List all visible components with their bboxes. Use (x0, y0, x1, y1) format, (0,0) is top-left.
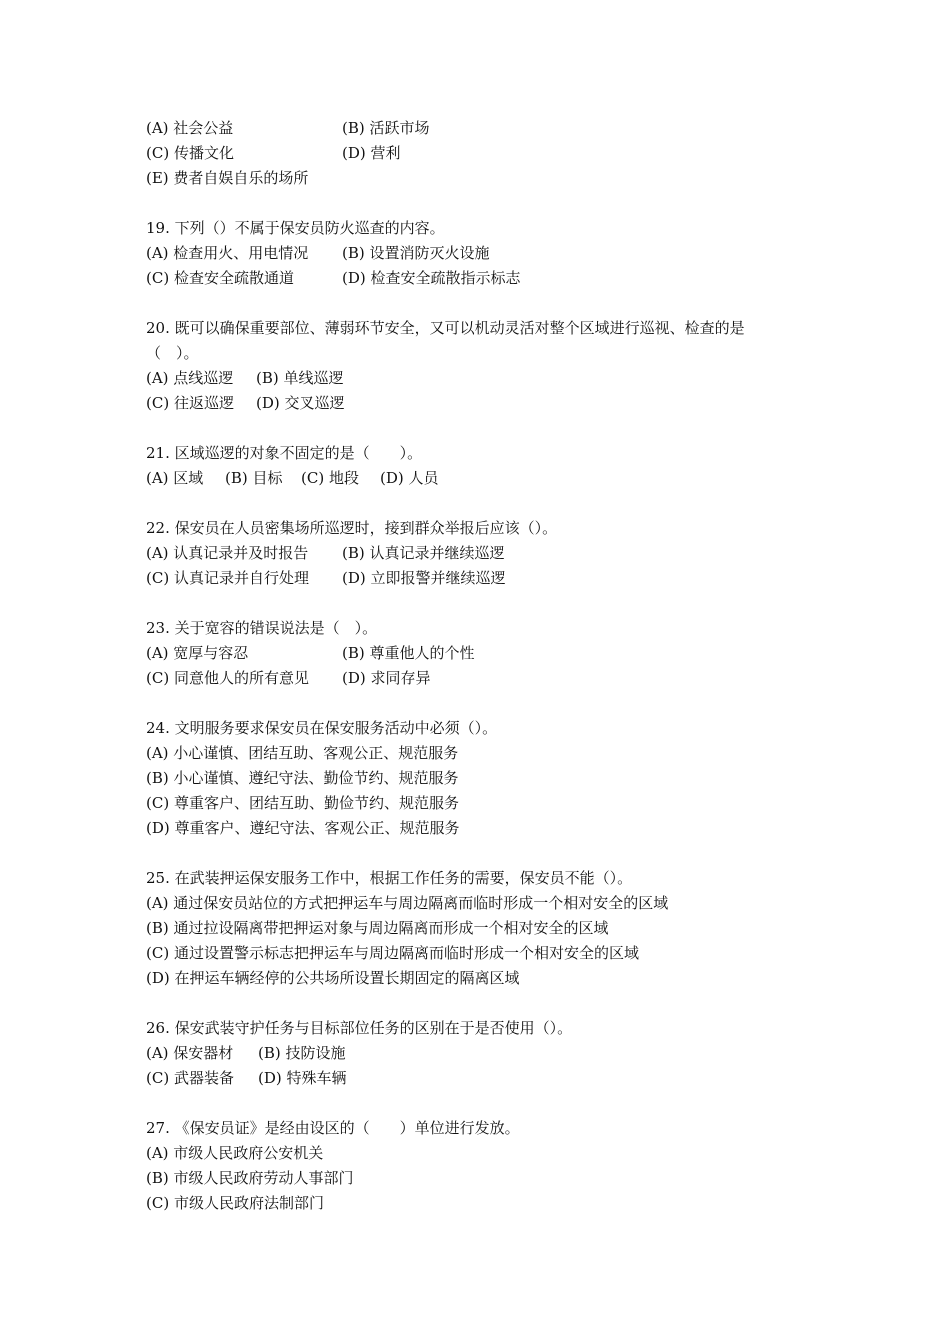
option-b: (B) 单线巡逻 (256, 369, 344, 387)
option-b: (B) 认真记录并继续巡逻 (342, 544, 505, 562)
option-c: (C) 市级人民政府法制部门 (146, 1194, 324, 1212)
option-a: (A) 认真记录并及时报告 (146, 544, 309, 562)
question-27-text: 27. 《保安员证》是经由设区的（ ）单位进行发放。 (146, 1119, 520, 1137)
option-a: (A) 社会公益 (146, 119, 234, 137)
option-row (146, 641, 826, 666)
option-row (146, 391, 826, 416)
option-a: (A) 小心谨慎、团结互助、客观公正、规范服务 (146, 744, 459, 762)
option-d: (D) 立即报警并继续巡逻 (342, 569, 506, 587)
question-26-text: 26. 保安武装守护任务与目标部位任务的区别在于是否使用（）。 (146, 1019, 573, 1037)
option-c: (C) 地段 (301, 469, 359, 487)
option-c: (C) 认真记录并自行处理 (146, 569, 309, 587)
question-19-text: 19. 下列（）不属于保安员防火巡查的内容。 (146, 219, 445, 237)
option-row (146, 266, 826, 291)
option-row (146, 366, 826, 391)
question-23-text: 23. 关于宽容的错误说法是（ ）。 (146, 619, 378, 637)
option-c: (C) 传播文化 (146, 144, 234, 162)
option-d: (D) 营利 (342, 144, 401, 162)
option-row (146, 116, 826, 141)
option-b: (B) 尊重他人的个性 (342, 644, 475, 662)
option-row (146, 466, 826, 491)
option-c: (C) 武器装备 (146, 1069, 234, 1087)
option-d: (D) 交叉巡逻 (256, 394, 345, 412)
option-b: (B) 技防设施 (258, 1044, 346, 1062)
option-a: (A) 保安器材 (146, 1044, 234, 1062)
option-row (146, 1041, 826, 1066)
option-b: (B) 设置消防灭火设施 (342, 244, 490, 262)
option-b: (B) 市级人民政府劳动人事部门 (146, 1169, 354, 1187)
option-a: (A) 检查用火、用电情况 (146, 244, 309, 262)
option-a: (A) 点线巡逻 (146, 369, 234, 387)
option-c: (C) 同意他人的所有意见 (146, 669, 309, 687)
option-b: (B) 活跃市场 (342, 119, 430, 137)
option-c: (C) 往返巡逻 (146, 394, 234, 412)
option-c: (C) 检查安全疏散通道 (146, 269, 294, 287)
option-row (146, 541, 826, 566)
option-a: (A) 通过保安员站位的方式把押运车与周边隔离而临时形成一个相对安全的区域 (146, 894, 669, 912)
option-row (146, 141, 826, 166)
option-row (146, 241, 826, 266)
question-20-text: 20. 既可以确保重要部位、薄弱环节安全，又可以机动灵活对整个区域进行巡视、检查的是 (146, 319, 745, 337)
option-d: (D) 检查安全疏散指示标志 (342, 269, 521, 287)
question-21-text: 21. 区域巡逻的对象不固定的是（ ）。 (146, 444, 423, 462)
option-d: (D) 求同存异 (342, 669, 431, 687)
option-d: (D) 尊重客户、遵纪守法、客观公正、规范服务 (146, 819, 460, 837)
option-c: (C) 尊重客户、团结互助、勤俭节约、规范服务 (146, 794, 459, 812)
option-b: (B) 目标 (225, 469, 283, 487)
option-a: (A) 市级人民政府公安机关 (146, 1144, 324, 1162)
option-c: (C) 通过设置警示标志把押运车与周边隔离而临时形成一个相对安全的区域 (146, 944, 639, 962)
question-20-text-cont: （ ）。 (146, 344, 199, 362)
option-d: (D) 特殊车辆 (258, 1069, 347, 1087)
option-a: (A) 宽厚与容忍 (146, 644, 249, 662)
option-row (146, 566, 826, 591)
option-a: (A) 区域 (146, 469, 204, 487)
question-22-text: 22. 保安员在人员密集场所巡逻时，接到群众举报后应该（）。 (146, 519, 558, 537)
option-e: (E) 费者自娱自乐的场所 (146, 169, 309, 187)
option-b: (B) 小心谨慎、遵纪守法、勤俭节约、规范服务 (146, 769, 459, 787)
option-b: (B) 通过拉设隔离带把押运对象与周边隔离而形成一个相对安全的区域 (146, 919, 609, 937)
option-row (146, 1066, 826, 1091)
question-25-text: 25. 在武装押运保安服务工作中，根据工作任务的需要，保安员不能（）。 (146, 869, 633, 887)
document-page (146, 116, 826, 1216)
option-d: (D) 在押运车辆经停的公共场所设置长期固定的隔离区域 (146, 969, 520, 987)
option-row (146, 666, 826, 691)
question-24-text: 24. 文明服务要求保安员在保安服务活动中必须（）。 (146, 719, 498, 737)
option-d: (D) 人员 (380, 469, 439, 487)
